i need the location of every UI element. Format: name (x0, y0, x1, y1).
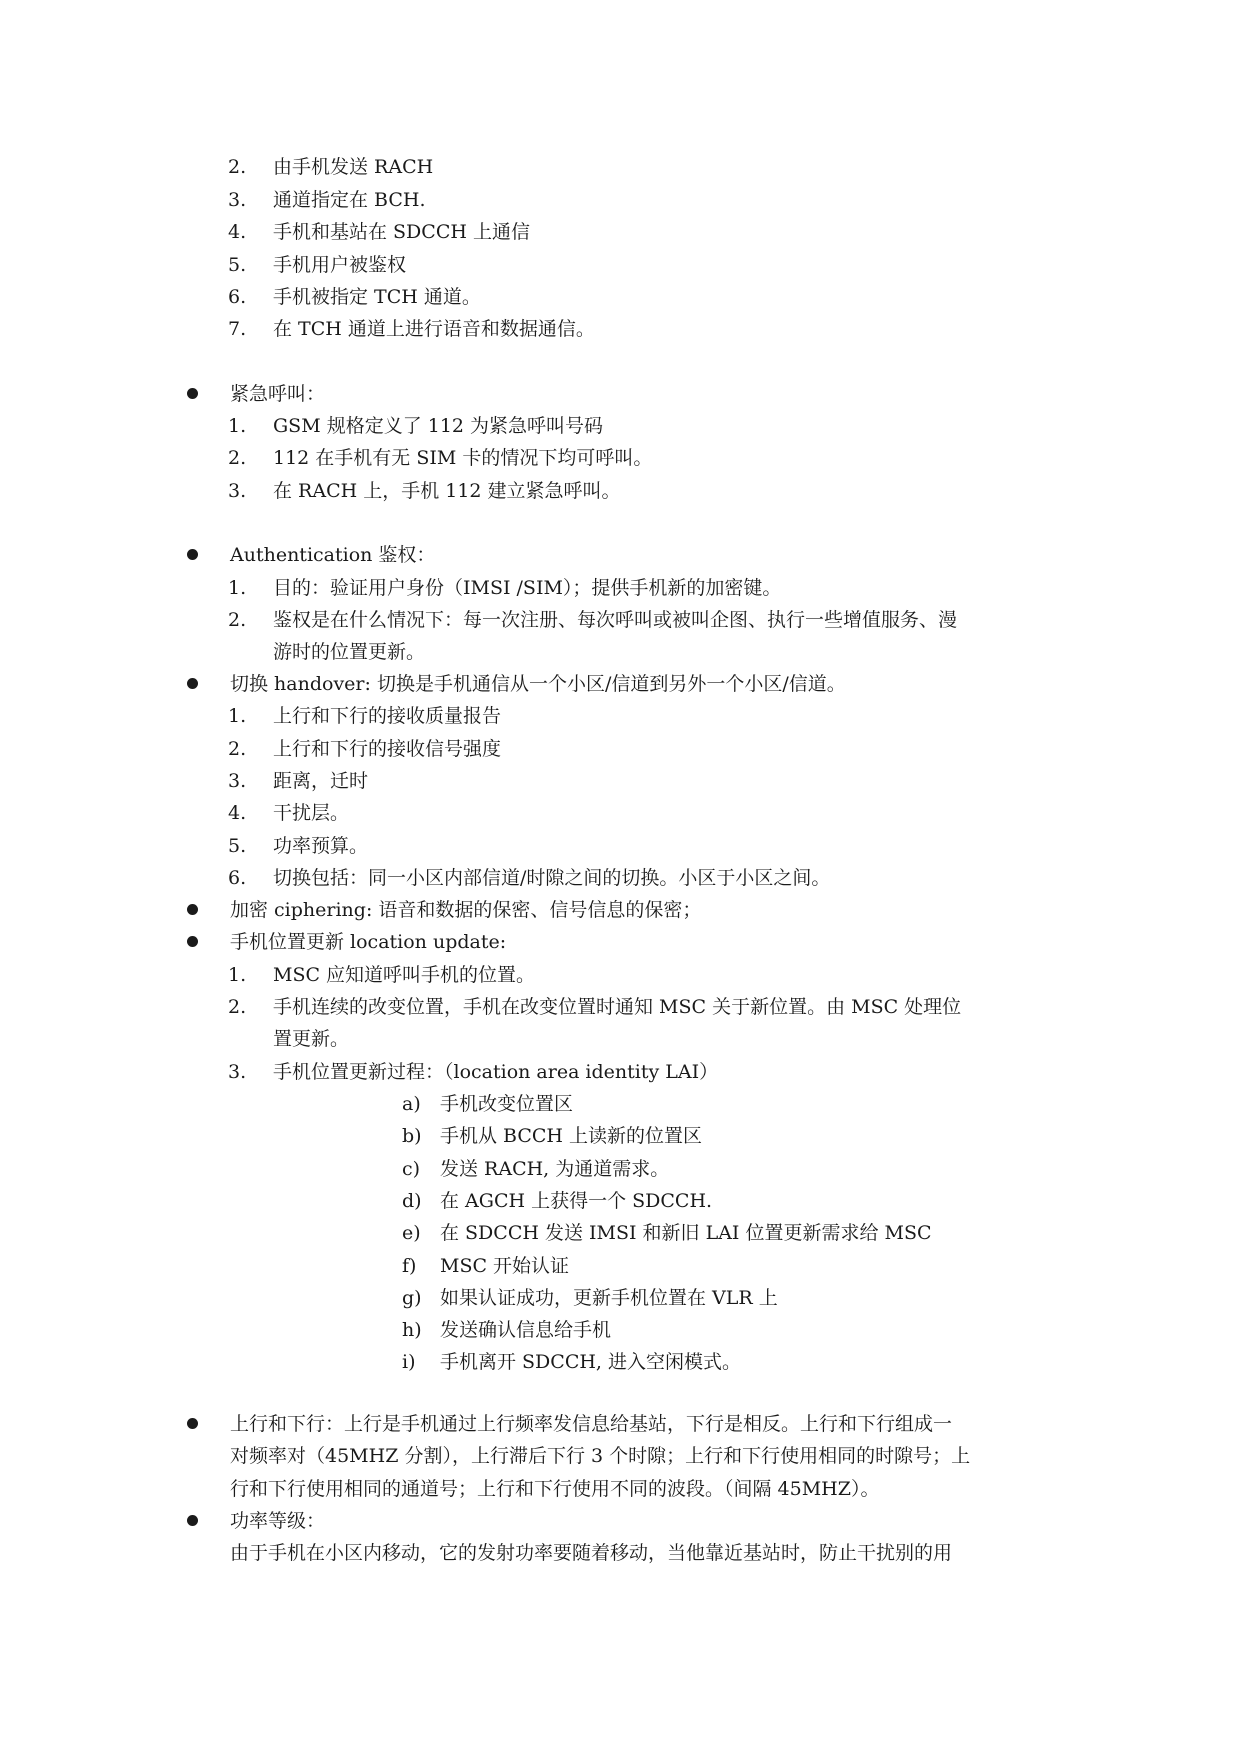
list-item: 手机用户被鉴权 (273, 254, 407, 276)
list-item: 112 在手机有无 SIM 卡的情况下均可呼叫。 (273, 447, 653, 469)
section-heading: 切换 handover: 切换是手机通信从一个小区/信道到另外一个小区/信道。 (230, 673, 846, 695)
step-letter: i) (402, 1351, 416, 1373)
list-item: 干扰层。 (273, 802, 350, 824)
step-letter: h) (402, 1319, 422, 1341)
step-item: 手机离开 SDCCH, 进入空闲模式。 (440, 1351, 742, 1373)
bullet-icon (187, 936, 198, 947)
list-number: 1. (228, 705, 247, 727)
list-item-continuation: 游时的位置更新。 (273, 641, 426, 663)
step-item: 发送确认信息给手机 (440, 1319, 612, 1341)
list-number: 3. (228, 1061, 247, 1083)
list-number: 7. (228, 318, 247, 340)
list-item: GSM 规格定义了 112 为紧急呼叫号码 (273, 415, 604, 437)
list-item: 在 TCH 通道上进行语音和数据通信。 (273, 318, 595, 340)
list-item: 通道指定在 BCH. (273, 189, 426, 211)
list-number: 3. (228, 770, 247, 792)
step-item: 手机从 BCCH 上读新的位置区 (440, 1125, 703, 1147)
list-number: 1. (228, 964, 247, 986)
section-heading: 手机位置更新 location update: (230, 931, 507, 953)
list-item: 目的：验证用户身份（IMSI /SIM）；提供手机新的加密键。 (273, 577, 782, 599)
step-letter: e) (402, 1222, 421, 1244)
list-item: 切换包括：同一小区内部信道/时隙之间的切换。小区于小区之间。 (273, 867, 831, 889)
step-letter: d) (402, 1190, 422, 1212)
step-item: 如果认证成功，更新手机位置在 VLR 上 (440, 1287, 778, 1309)
section-heading: 紧急呼叫： (230, 383, 326, 405)
list-item: MSC 应知道呼叫手机的位置。 (273, 964, 536, 986)
step-item: MSC 开始认证 (440, 1255, 570, 1277)
list-number: 2. (228, 738, 247, 760)
list-item: 上行和下行的接收信号强度 (273, 738, 502, 760)
list-number: 3. (228, 189, 247, 211)
list-item: 手机位置更新过程：（location area identity LAI） (273, 1061, 719, 1083)
list-number: 5. (228, 835, 247, 857)
section-heading: 加密 ciphering: 语音和数据的保密、信号信息的保密； (230, 899, 702, 921)
list-number: 4. (228, 221, 247, 243)
list-number: 3. (228, 480, 247, 502)
bullet-icon (187, 388, 198, 399)
list-number: 2. (228, 996, 247, 1018)
list-number: 2. (228, 447, 247, 469)
list-item: 手机和基站在 SDCCH 上通信 (273, 221, 530, 243)
list-item-continuation: 置更新。 (273, 1028, 350, 1050)
bullet-icon (187, 678, 198, 689)
paragraph-line: 对频率对（45MHZ 分割），上行滞后下行 3 个时隙；上行和下行使用相同的时隙号；上 (230, 1445, 971, 1467)
list-number: 2. (228, 609, 247, 631)
step-letter: g) (402, 1287, 422, 1309)
section-heading: 功率等级： (230, 1510, 326, 1532)
step-item: 在 SDCCH 发送 IMSI 和新旧 LAI 位置更新需求给 MSC (440, 1222, 932, 1244)
paragraph-line: 行和下行使用相同的通道号；上行和下行使用不同的波段。（间隔 45MHZ）。 (230, 1478, 880, 1500)
list-item: 手机连续的改变位置，手机在改变位置时通知 MSC 关于新位置。由 MSC 处理位 (273, 996, 962, 1018)
list-item: 手机被指定 TCH 通道。 (273, 286, 481, 308)
list-item: 由手机发送 RACH (273, 156, 434, 178)
list-item: 上行和下行的接收质量报告 (273, 705, 502, 727)
list-number: 6. (228, 286, 247, 308)
step-letter: a) (402, 1093, 421, 1115)
list-item: 在 RACH 上，手机 112 建立紧急呼叫。 (273, 480, 621, 502)
step-item: 在 AGCH 上获得一个 SDCCH. (440, 1190, 713, 1212)
list-number: 1. (228, 415, 247, 437)
list-number: 5. (228, 254, 247, 276)
step-item: 手机改变位置区 (440, 1093, 574, 1115)
list-item: 鉴权是在什么情况下：每一次注册、每次呼叫或被叫企图、执行一些增值服务、漫 (273, 609, 958, 631)
paragraph-line: 上行和下行：上行是手机通过上行频率发信息给基站，下行是相反。上行和下行组成一 (230, 1413, 953, 1435)
step-letter: c) (402, 1158, 421, 1180)
list-number: 6. (228, 867, 247, 889)
bullet-icon (187, 904, 198, 915)
section-heading: Authentication 鉴权： (230, 544, 436, 566)
list-number: 2. (228, 156, 247, 178)
bullet-icon (187, 549, 198, 560)
bullet-icon (187, 1418, 198, 1429)
step-item: 发送 RACH, 为通道需求。 (440, 1158, 670, 1180)
step-letter: b) (402, 1125, 422, 1147)
bullet-icon (187, 1515, 198, 1526)
list-item: 距离，迁时 (273, 770, 369, 792)
paragraph-line: 由于手机在小区内移动，它的发射功率要随着移动，当他靠近基站时，防止干扰别的用 (230, 1542, 953, 1564)
list-item: 功率预算。 (273, 835, 369, 857)
step-letter: f) (402, 1255, 417, 1277)
list-number: 4. (228, 802, 247, 824)
list-number: 1. (228, 577, 247, 599)
